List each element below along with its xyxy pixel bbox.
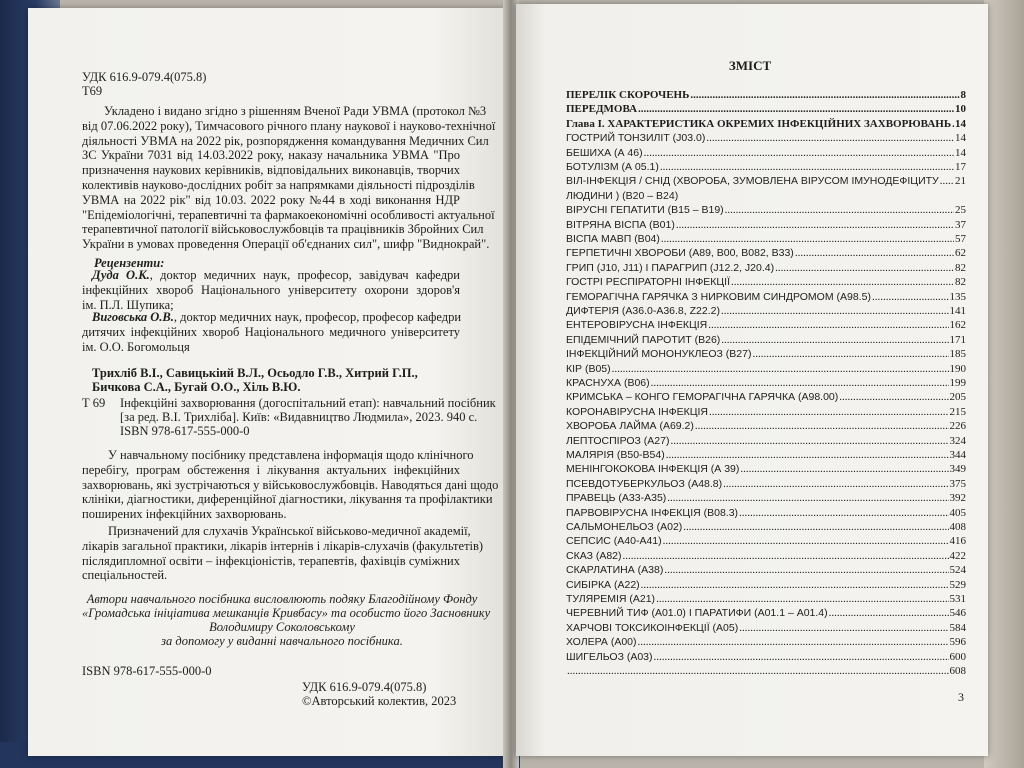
toc-leader-dots	[706, 132, 954, 144]
toc-item-page: 408	[949, 521, 966, 533]
toc-item-title: ПСЕВДОТУБЕРКУЛЬОЗ (А48.8)	[566, 477, 723, 490]
toc-item-title: КОРОНАВІРУСНА ІНФЕКЦІЯ	[566, 405, 709, 418]
toc-item-page: 608	[949, 665, 966, 677]
toc-leader-dots	[641, 579, 949, 591]
toc-leader-dots	[676, 219, 954, 231]
toc-leader-dots	[567, 665, 949, 677]
reviewer2-name: Виговська О.В.	[92, 310, 174, 324]
toc-item-title: ХОЛЕРА (А00)	[566, 636, 637, 649]
reviewer2-line: ім. О.О. Богомольця	[82, 339, 190, 354]
toc-item-title: Глава І. ХАРАКТЕРИСТИКА ОКРЕМИХ ІНФЕКЦІЙНИХ ЗАХВОРЮВАНЬ	[566, 117, 952, 130]
annotation-line: перебігу, програм обстеження і лікування актуальних інфекційних	[82, 462, 460, 477]
toc-item	[566, 606, 966, 619]
toc-item-page: 546	[949, 607, 966, 620]
toc-leader-dots	[638, 103, 954, 115]
toc-item-page: 185	[949, 348, 966, 361]
intro-line: України в умовах проведення Операції об'єднаних сил", шифр "Виднокрай".	[82, 237, 490, 252]
toc-item	[566, 246, 966, 259]
toc-leader-dots	[721, 305, 949, 317]
toc-item	[566, 203, 966, 216]
toc-item	[566, 160, 966, 173]
toc-item	[566, 232, 966, 245]
reviewer1-block	[82, 268, 460, 312]
toc-leader-dots	[739, 622, 948, 634]
toc-item-page: 226	[949, 420, 966, 433]
authors-line: Бичкова С.А., Бугай О.О., Хіль В.Ю.	[92, 380, 301, 394]
toc-item-title: КІР (В05)	[566, 362, 611, 375]
toc-item	[566, 117, 966, 130]
annotation-line: захворювань, які зустрічаються у військовослужбовців. Наводяться дані щодо	[82, 477, 499, 492]
toc-leader-dots	[667, 492, 948, 504]
annotation-line: лікарів загальної практики, лікарів інтернів і лікарів-слухачів (факультетів)	[82, 538, 484, 553]
toc-leader-dots	[683, 521, 948, 533]
toc-item-title: МЕНІНГОКОКОВА ІНФЕКЦІЯ (А 39)	[566, 463, 740, 476]
toc-leader-dots	[651, 377, 949, 389]
catalog-code: Т 69	[82, 396, 106, 410]
annotation-line: поширених інфекційних захворювань.	[82, 507, 287, 522]
toc-leader-dots	[952, 118, 954, 130]
toc-item-title: ХВОРОБА ЛАЙМА (А69.2)	[566, 420, 694, 433]
toc-item-title: ЕНТЕРОВІРУСНА ІНФЕКЦІЯ	[566, 319, 708, 332]
thanks-line: Володимиру Соколовському	[209, 620, 355, 634]
toc-item-title: СИБІРКА (А22)	[566, 578, 640, 591]
toc-item-title: БЕШИХА (А 46)	[566, 146, 643, 159]
toc-leader-dots	[709, 406, 948, 418]
annotation-line: У навчальному посібнику представлена інформація щодо клінічного	[108, 448, 474, 462]
toc-item-page: 392	[949, 492, 966, 505]
toc-item-title: ТУЛЯРЕМІЯ (А21)	[566, 593, 656, 605]
toc-item	[566, 506, 966, 519]
toc-leader-dots	[752, 348, 948, 360]
authors-line: Трихліб В.І., Савицькіий В.Л., Осьодло Г.В., Хитрий Г.П.,	[92, 366, 418, 380]
toc-item-page: 375	[949, 477, 966, 490]
toc-item	[566, 405, 966, 418]
toc-item	[566, 491, 966, 504]
toc-item-title: ДИФТЕРІЯ (А36.0-А36.8, Z22.2)	[566, 305, 720, 317]
toc-item-title: КРИМСЬКА – КОНГО ГЕМОРАГІЧНА ГАРЯЧКА (А98.00)	[566, 391, 839, 404]
toc-item	[566, 333, 966, 346]
toc-item-page: 405	[949, 506, 966, 519]
toc-item	[566, 462, 966, 475]
toc-item	[566, 88, 966, 101]
toc-leader-dots	[638, 636, 949, 648]
toc-item-title: ГОСТРІ РЕСПІРАТОРНІ ІНФЕКЦІЇ	[566, 276, 731, 289]
toc-item	[566, 376, 966, 389]
toc-leader-dots	[775, 262, 954, 274]
toc-leader-dots	[656, 593, 948, 605]
toc-leader-dots	[670, 435, 948, 447]
toc-leader-dots	[664, 564, 948, 576]
annotation-paragraph-2	[82, 524, 484, 583]
thanks-line: за допомогу у виданні навчального посібника.	[161, 634, 403, 648]
toc-leader-dots	[829, 607, 949, 619]
toc-item	[566, 218, 966, 231]
reviewer2-block	[82, 310, 460, 354]
annotation-line: спеціальностей.	[82, 568, 168, 583]
toc-leader-dots	[740, 463, 948, 475]
reviewers-heading: Рецензенти:	[94, 256, 165, 270]
udk-top: УДК 616.9-079.4(075.8)	[82, 70, 207, 84]
toc-leader-dots	[660, 161, 954, 173]
toc-item	[566, 174, 966, 187]
intro-line: "Епідеміологічні, терапевтичні та фармакоекономічні особливості актуальної	[82, 207, 495, 222]
toc-item-title: ПАРВОВІРУСНА ІНФЕКЦІЯ (В08.3)	[566, 506, 739, 519]
toc-item-title: СЕПСИС (А40-А41)	[566, 535, 662, 548]
toc-item-title: ВІЛ-ІНФЕКЦІЯ / СНІД (ХВОРОБА, ЗУМОВЛЕНА ВІРУСОМ ІМУНОДЕФІЦИТУ	[566, 175, 939, 188]
toc-item-page: 21	[955, 175, 966, 188]
toc-item-page: 10	[955, 103, 966, 116]
toc-item	[566, 261, 966, 274]
annotation-line: післядипломної освіти – інфекціоністів, терапевтів, фахівців суміжних	[82, 553, 460, 568]
toc-leader-dots	[723, 478, 948, 490]
thanks-line: Автори навчального посібника висловлюють подяку Благодійному Фонду	[86, 592, 478, 606]
reviewer1-line: ім. П.Л. Шупика;	[82, 297, 174, 312]
thanks-line: «Громадська ініціатива мешканців Кривбасу» та особисто його Засновнику	[82, 606, 491, 620]
toc-item-title: ГОСТРИЙ ТОНЗИЛІТ (J03.0)	[566, 132, 706, 145]
toc-item	[566, 520, 966, 533]
toc-item-page: 14	[955, 117, 966, 130]
toc-item-title: ПРАВЕЦЬ (А33-А35)	[566, 492, 667, 505]
toc-item-page: 37	[955, 218, 966, 231]
toc-item-title: СКАРЛАТИНА (А38)	[566, 564, 664, 577]
toc-title: ЗМІСТ	[728, 58, 772, 73]
toc-item	[566, 477, 966, 490]
intro-line: терапевтичної патології військовослужбовців та працівників Збройних Сил	[82, 222, 484, 237]
toc-item	[566, 419, 966, 432]
intro-line: ЗС України 7031 від 14.03.2022 року, наказу начальника УВМА "Про	[82, 148, 460, 163]
toc-item-title: МАЛЯРІЯ (В50-В54)	[566, 449, 665, 461]
toc-item-page: 14	[955, 146, 966, 159]
toc-item-page: 82	[955, 276, 966, 289]
intro-paragraph	[82, 104, 496, 252]
toc-leader-dots	[940, 175, 954, 187]
toc-item	[566, 534, 966, 547]
toc-item	[566, 146, 966, 159]
annotation-line: клініки, діагностики, диференційної діагностики, лікування та профілактики	[82, 492, 493, 507]
toc-leader-dots	[666, 449, 949, 461]
reviewer2-line: Виговська О.В., доктор медичних наук, професор, професор кафедри	[92, 310, 462, 324]
toc-item	[566, 592, 966, 605]
intro-line: колективів науково-дослідних робіт за напрямками діяльності підрозділів	[82, 177, 475, 192]
toc-leader-dots	[695, 420, 949, 432]
udk-bottom: УДК 616.9-079.4(075.8)	[302, 680, 427, 694]
toc-item	[566, 549, 966, 562]
code-top: Т69	[82, 84, 103, 98]
toc-item-title: ЧЕРЕВНИЙ ТИФ (А01.0) І ПАРАТИФИ (А01.1 – А01.4)	[566, 607, 828, 620]
reviewer1-name: Дуда О.К.	[92, 268, 150, 282]
toc-item-page: 57	[955, 233, 966, 245]
toc-leader-dots	[708, 319, 948, 331]
toc-leader-dots	[644, 147, 954, 159]
intro-line: від 07.06.2022 року), Тимчасового річного плану наукової і науково-технічної	[82, 118, 496, 133]
toc-item-page: 62	[955, 247, 966, 260]
isbn-bottom: ISBN 978-617-555-000-0	[82, 664, 212, 678]
toc-item-title: ІНФЕКЦІЙНИЙ МОНОНУКЛЕОЗ (В27)	[566, 348, 752, 361]
toc-item	[566, 362, 966, 375]
catalog-line: [за ред. В.І. Трихліба]. Київ: «Видавництво Людмила», 2023. 940 с.	[120, 410, 478, 424]
toc-leader-dots	[725, 204, 954, 216]
toc-item-page: 596	[949, 636, 966, 649]
toc-item-page: 531	[949, 593, 966, 605]
toc-item-title: ВІСПА МАВП (В04)	[566, 233, 660, 245]
toc-item-page: 344	[949, 449, 966, 461]
toc-item-title: САЛЬМОНЕЛЬОЗ (А02)	[566, 521, 683, 533]
toc-item-page: 416	[949, 535, 966, 548]
intro-line: Укладено і видано згідно з рішенням Вченої Ради УВМА (протокол №3	[104, 104, 487, 118]
toc-item	[566, 635, 966, 648]
catalog-isbn: ISBN 978-617-555-000-0	[120, 424, 250, 438]
toc-leader-dots	[612, 363, 949, 375]
toc-item-page: 584	[949, 621, 966, 634]
toc-item	[566, 102, 966, 115]
toc-leader-dots	[731, 276, 954, 288]
toc-item-page: 524	[949, 564, 966, 577]
toc-item-title: ГЕМОРАГІЧНА ГАРЯЧКА З НИРКОВИМ СИНДРОМОМ (А98.5)	[566, 290, 871, 303]
toc-item-page: 600	[949, 650, 966, 663]
copyright: ©Авторський колектив, 2023	[302, 694, 457, 708]
toc-item-title: ЛЮДИНИ ) (В20 – В24)	[566, 189, 679, 202]
toc-item	[566, 664, 966, 677]
toc-item-page: 141	[949, 305, 966, 317]
toc-item	[566, 290, 966, 303]
toc-leader-dots	[663, 535, 949, 547]
toc-leader-dots	[654, 651, 949, 663]
toc-item-page: 205	[949, 391, 966, 404]
toc-item	[566, 318, 966, 331]
toc-item-title: ГЕРПЕТИЧНІ ХВОРОБИ (А89, В00, В082, В33)	[566, 247, 794, 260]
reviewer2-line: дитячих інфекційних хвороб Національного медичного університету	[82, 324, 460, 339]
toc-item-page: 8	[960, 89, 966, 101]
toc-item	[566, 434, 966, 447]
toc-item-title: ШИГЕЛЬОЗ (А03)	[566, 650, 653, 663]
toc-item	[566, 448, 966, 461]
toc-item-page: 215	[949, 405, 966, 418]
intro-line: УВМА на 2022 рік" від 10.03. 2022 року №44 в ході виконання НДР	[82, 192, 460, 207]
toc-item-title: КРАСНУХА (В06)	[566, 377, 650, 389]
toc-leader-dots	[661, 233, 954, 245]
toc-item	[566, 390, 966, 403]
toc-item-page: 162	[949, 319, 966, 332]
toc-item-title: ПЕРЕДМОВА	[566, 103, 638, 116]
toc-leader-dots	[739, 507, 948, 519]
toc-item-page: 25	[955, 204, 966, 217]
intro-line: призначення наукових керівників, відповідальних виконавців, творчих	[82, 163, 460, 178]
toc-item-page: 190	[949, 362, 966, 375]
toc-item-page: 14	[955, 132, 966, 145]
toc-leader-dots	[690, 89, 959, 101]
toc-item-title: ПЕРЕЛІК СКОРОЧЕНЬ	[566, 89, 690, 101]
page-number: 3	[958, 690, 964, 704]
annotation-line: Призначений для слухачів Української військово-медичної академії,	[108, 524, 471, 538]
toc-item-title: ВІТРЯНА ВІСПА (В01)	[566, 218, 675, 231]
toc-item-page: 135	[949, 290, 966, 303]
toc-item-title: ХАРЧОВІ ТОКСИКОІНФЕКЦІЇ (А05)	[566, 621, 739, 634]
toc-item-page: 529	[949, 578, 966, 591]
toc-leader-dots	[623, 550, 949, 562]
toc-item	[566, 563, 966, 576]
annotation-paragraph-1	[82, 448, 499, 522]
toc-leader-dots	[795, 247, 954, 259]
toc-item	[566, 275, 966, 288]
toc-item-page: 349	[949, 463, 966, 476]
toc-item-title: ЛЕПТОСПІРОЗ (А27)	[566, 434, 670, 447]
toc-item	[566, 189, 966, 202]
toc-item-title: ЕПІДЕМІЧНИЙ ПАРОТИТ (В26)	[566, 333, 721, 346]
toc-item-title: ГРИП (J10, J11) І ПАРАГРИП (J12.2, J20.4)	[566, 261, 775, 274]
toc-item	[566, 347, 966, 360]
intro-line: діяльності УВМА на 2022 рік, розпорядження командування Медичних Сил	[82, 133, 489, 148]
table-of-contents	[566, 88, 966, 688]
toc-item-page: 17	[955, 161, 966, 173]
toc-leader-dots	[839, 391, 948, 403]
toc-item-page: 82	[955, 261, 966, 274]
toc-item-title: СКАЗ (А82)	[566, 549, 622, 562]
catalog-line: Інфекційні захворювання (догоспітальний етап): навчальний посібник	[120, 396, 496, 410]
reviewer1-line: інфекційних хвороб Національного університету охорони здоров'я	[82, 282, 460, 297]
toc-leader-dots	[721, 334, 948, 346]
toc-item-title: БОТУЛІЗМ (А 05.1)	[566, 161, 659, 173]
toc-item-title: ВІРУСНІ ГЕПАТИТИ (В15 – В19)	[566, 204, 724, 217]
toc-leader-dots	[872, 291, 949, 303]
toc-item	[566, 304, 966, 317]
toc-item	[566, 621, 966, 634]
reviewer1-line: Дуда О.К., доктор медичних наук, професор, завідувач кафедри	[92, 268, 460, 282]
toc-item	[566, 650, 966, 663]
toc-item	[566, 131, 966, 144]
toc-item-page: 199	[949, 377, 966, 389]
toc-item-page: 422	[949, 549, 966, 562]
toc-item	[566, 578, 966, 591]
toc-item-page: 171	[949, 333, 966, 346]
book-cover-edge-right	[984, 0, 1024, 768]
toc-item-page: 324	[949, 434, 966, 447]
